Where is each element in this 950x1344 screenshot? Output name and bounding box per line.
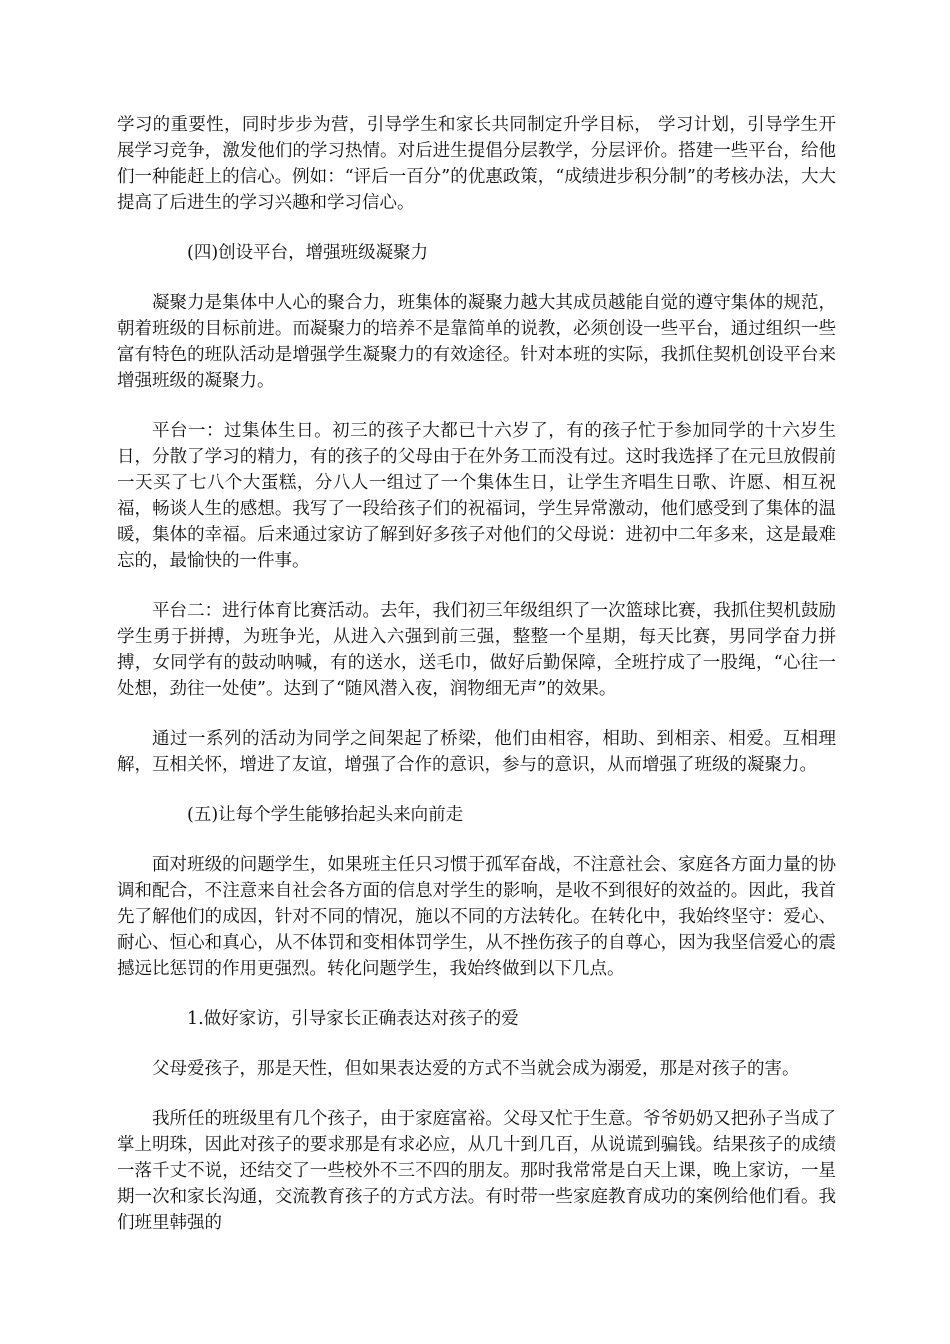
subsection-heading-1: 1.做好家访，引导家长正确表达对孩子的爱 [187, 1009, 519, 1029]
paragraph-activities-summary: 通过一系列的活动为同学之间架起了桥梁，他们由相容，相助、到相亲、相爱。互相理解，互相关怀，增进了友谊，增强了合作的意识，参与的意识，从而增强了班级的凝聚力。 [117, 729, 836, 775]
paragraph-platform-2: 平台二：进行体育比赛活动。去年，我们初三年级组织了一次篮球比赛，我抓住契机鼓励学生勇于拼搏，为班争光，从进入六强到前三强，整整一个星期，每天比赛，男同学奋力拼搏，女同学有的鼓动呐喊，有的送水，送毛巾，做好后勤保障，全班拧成了一股绳，“心往一处想，劲往一处使”。达到了“随风潜入夜，润物细无声”的效果。 [117, 601, 836, 699]
paragraph-parental-love: 父母爱孩子，那是天性，但如果表达爱的方式不当就会成为溺爱，那是对孩子的害。 [152, 1059, 800, 1079]
section-heading-4: (四)创设平台，增强班级凝聚力 [187, 243, 429, 263]
document-page [117, 112, 836, 1260]
paragraph-platform-1: 平台一：过集体生日。初三的孩子大都已十六岁了，有的孩子忙于参加同学的十六岁生日，分散了学习的精力，有的孩子的父母由于在外务工而没有过。这时我选择了在元旦放假前一天买了七八个大蛋糕，分八人一组过了一个集体生日，让学生齐唱生日歌、许愿、相互祝福，畅谈人生的感想。我写了一段给孩子们的祝福词，学生异常激动，他们感受到了集体的温暖，集体的幸福。后来通过家访了解到好多孩子对他们的父母说：进初中二年多来，这是最难忘的，最愉快的一件事。 [117, 421, 836, 571]
paragraph-cohesion: 凝聚力是集体中人心的聚合力，班集体的凝聚力越大其成员越能自觉的遵守集体的规范，朝着班级的目标前进。而凝聚力的培养不是靠简单的说教，必须创设一些平台，通过组织一些富有特色的班队活动是增强学生凝聚力的有效途径。针对本班的实际，我抓住契机创设平台来增强班级的凝聚力。 [117, 293, 836, 391]
paragraph-problem-students: 面对班级的问题学生，如果班主任只习惯于孤军奋战，不注意社会、家庭各方面力量的协调和配合，不注意来自社会各方面的信息对学生的影响，是收不到很好的效益的。因此，我首先了解他们的成因，针对不同的情况，施以不同的方法转化。在转化中，我始终坚守：爱心、耐心、恒心和真心，从不体罚和变相体罚学生，从不挫伤孩子的自尊心，因为我坚信爱心的震撼远比惩罚的作用更强烈。转化问题学生，我始终做到以下几点。 [117, 855, 836, 979]
paragraph-study-goals: 学习的重要性，同时步步为营，引导学生和家长共同制定升学目标， 学习计划，引导学生开展学习竞争，激发他们的学习热情。对后进生提倡分层教学，分层评价。搭建一些平台，给他们一种能赶上的信心。例如：“评后一百分”的优惠政策，“成绩进步积分制”的考核办法，大大提高了后进生的学习兴趣和学习信心。 [117, 115, 836, 213]
section-heading-5: (五)让每个学生能够抬起头来向前走 [187, 805, 464, 825]
paragraph-home-visits: 我所任的班级里有几个孩子，由于家庭富裕。父母又忙于生意。爷爷奶奶又把孙子当成了掌上明珠，因此对孩子的要求那是有求必应，从几十到几百，从说谎到骗钱。结果孩子的成绩一落千丈不说，还结交了一些校外不三不四的朋友。那时我常常是白天上课，晚上家访，一星期一次和家长沟通，交流教育孩子的方式方法。有时带一些家庭教育成功的案例给他们看。我们班里韩强的 [117, 1109, 836, 1233]
